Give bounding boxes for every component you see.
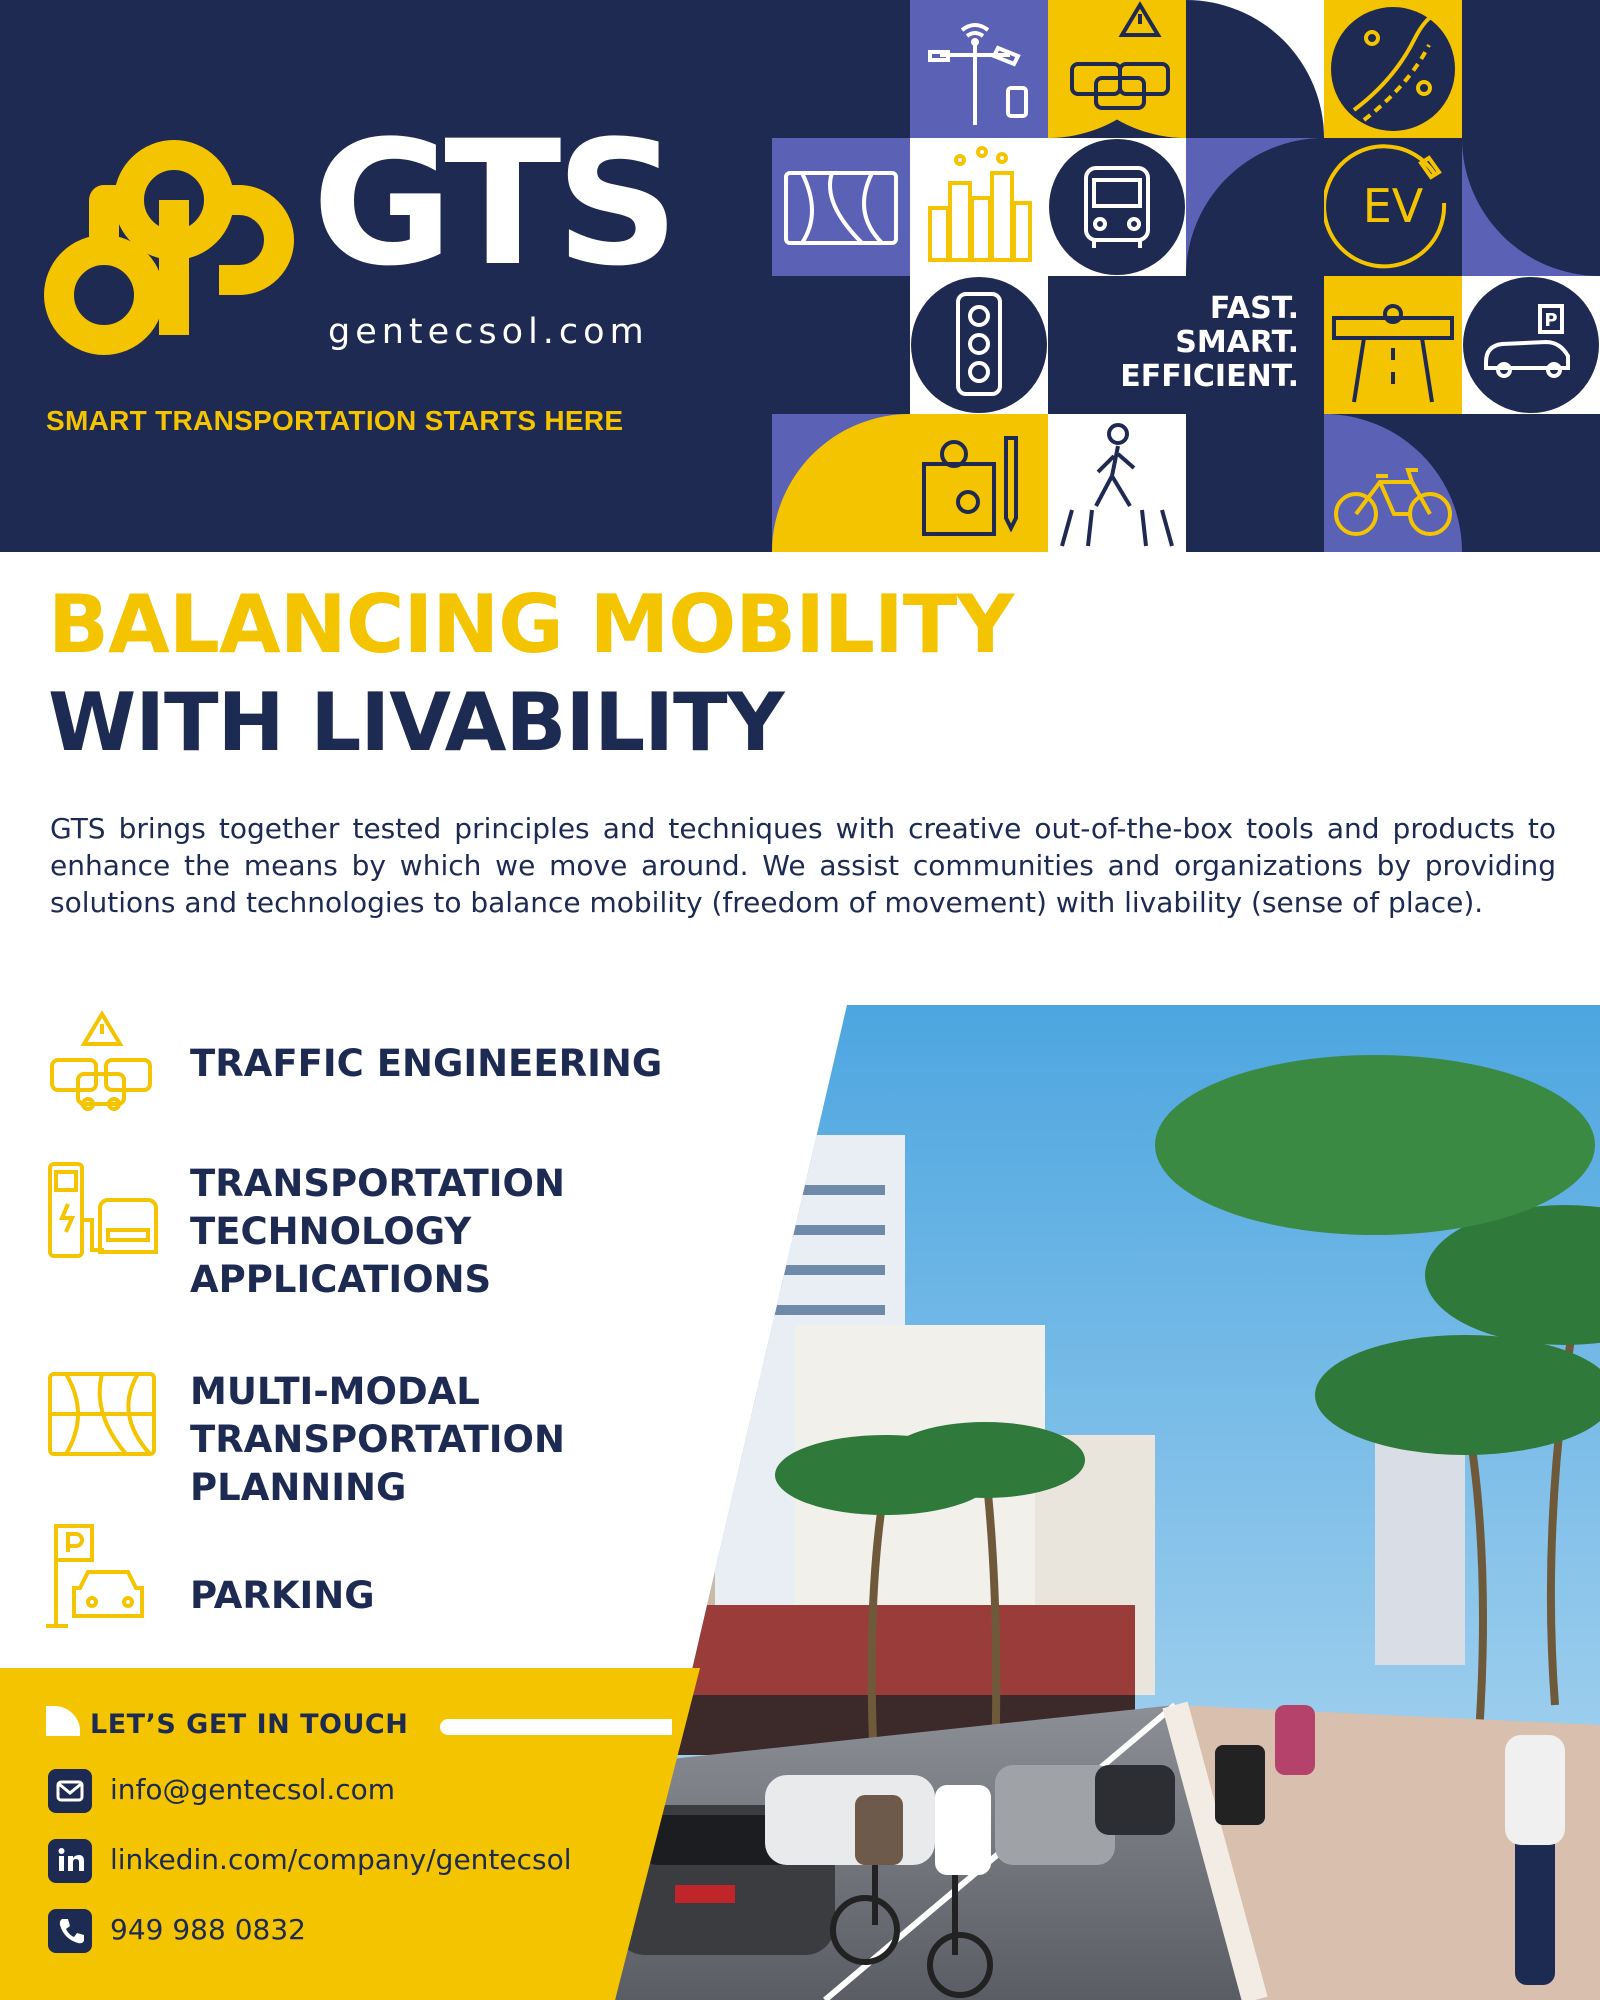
brand-name: GTS: [312, 103, 674, 304]
contact-tab-icon: [46, 1706, 80, 1736]
contact-title: LET’S GET IN TOUCH: [90, 1709, 409, 1740]
smart-pole-icon: [910, 0, 1048, 138]
phone-number[interactable]: 949 988 0832: [110, 1913, 306, 1946]
service-label-line: PLANNING: [190, 1466, 407, 1509]
header-banner: [0, 0, 1600, 552]
service-label-line: APPLICATIONS: [190, 1258, 492, 1301]
service-item-parking: [44, 1518, 744, 1638]
headline-primary: BALANCING MOBILITY: [48, 578, 1014, 671]
contact-divider: [440, 1719, 672, 1735]
slogan-line: EFFICIENT.: [1120, 359, 1299, 394]
tile-purple-bottom: [772, 414, 910, 552]
email-icon: [48, 1769, 92, 1813]
blueprint-idea-icon: [924, 438, 1016, 534]
tile-toll: [1324, 276, 1462, 414]
road-map-icon: [44, 1368, 160, 1484]
city-map-icon: [772, 138, 910, 276]
tile-smart-city: [910, 138, 1048, 276]
slogan-line: SMART.: [1175, 325, 1299, 360]
tile-navy-bottom: [1186, 414, 1324, 552]
ev-label: EV: [1362, 179, 1424, 233]
phone-icon: [48, 1909, 92, 1953]
service-label-line: TECHNOLOGY: [190, 1210, 472, 1253]
service-label-line: TRANSPORTATION: [190, 1162, 565, 1205]
service-label: [190, 1368, 565, 1512]
pedestrian-crossing-icon: [1062, 425, 1172, 546]
linkedin-icon: [48, 1839, 92, 1883]
service-label-line: TRAFFIC ENGINEERING: [190, 1042, 663, 1085]
tile-navy-corner: [1462, 414, 1600, 552]
tile-traffic-warning: [1048, 0, 1186, 138]
slogan-line: FAST.: [1209, 291, 1299, 326]
tile-traffic-light: [910, 276, 1048, 414]
linkedin-link[interactable]: linkedin.com/company/gentecsol: [110, 1843, 572, 1876]
service-label: [190, 1572, 375, 1620]
parking-car-icon: [44, 1518, 160, 1634]
ev-charging-icon: [44, 1160, 160, 1276]
service-item-multimodal-planning: [44, 1368, 744, 1518]
tile-white-quarter: [1186, 0, 1324, 138]
tile-route: [1324, 0, 1462, 138]
service-label: [190, 1040, 662, 1088]
tile-design: [910, 414, 1048, 552]
toll-gate-icon: [1334, 306, 1452, 402]
traffic-cars-icon: [44, 1010, 160, 1126]
service-item-traffic-engineering: [44, 1010, 744, 1130]
tile-purple-edge: [1462, 138, 1600, 276]
service-label-line: PARKING: [190, 1574, 375, 1617]
email-link[interactable]: info@gentecsol.com: [110, 1773, 396, 1806]
parking-label: P: [1544, 310, 1558, 331]
service-item-transportation-technology: [44, 1160, 744, 1310]
intro-paragraph: GTS brings together tested principles and techniques with creative out-of-the-box tools and products to enhance the means by which we move around. We assist communities and organizations by providing solutions and technologies to balance mobility (freedom of movement) with livability (sense of place).: [50, 812, 1556, 919]
smart-city-icon: [910, 138, 1048, 276]
tile-smart-pole: [910, 0, 1048, 138]
tile-bus: [1048, 138, 1186, 276]
tile-pedestrian: [1048, 414, 1186, 552]
headline-secondary: WITH LIVABILITY: [48, 676, 784, 769]
brand-tagline: SMART TRANSPORTATION STARTS HERE: [46, 405, 624, 436]
tile-ev: [1324, 138, 1462, 276]
service-label-line: MULTI-MODAL: [190, 1370, 480, 1413]
tile-parking: [1462, 276, 1600, 414]
service-label: [190, 1160, 565, 1304]
slogan: [1048, 282, 1303, 420]
service-label-line: TRANSPORTATION: [190, 1418, 565, 1461]
tile-purple-quarter: [1186, 138, 1324, 276]
gts-logo-icon: [44, 140, 294, 355]
brand-url[interactable]: gentecsol.com: [328, 312, 649, 352]
street-photo: [615, 1005, 1600, 2000]
street-scene-image: [615, 1005, 1600, 2000]
tile-bike: [1324, 414, 1462, 552]
tile-map: [772, 138, 910, 276]
